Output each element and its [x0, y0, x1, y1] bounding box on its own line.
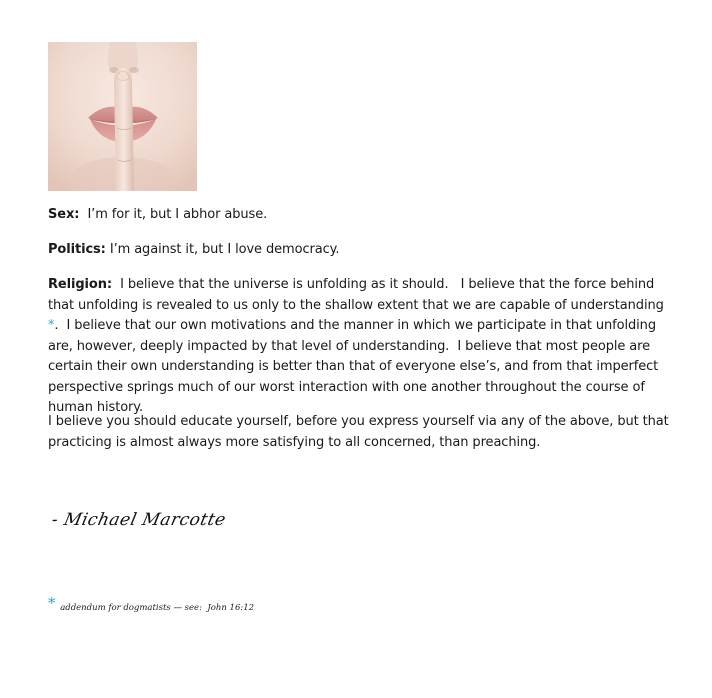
sex-label: Sex: [48, 207, 80, 222]
politics-paragraph [48, 240, 670, 261]
religion-label: Religion: [48, 277, 112, 292]
signature: - Michael Marcotte [49, 510, 228, 530]
closing-paragraph [48, 412, 670, 453]
religion-text-part-2: . I believe that our own motivations and the manner in which we participate in that unfolding are, however, deeply impacted by that level of understanding. I believe that most people are certain their own understanding is better than that of everyone else’s, and from that imperfect perspective springs much of our worst interaction with one another throughout the course of human history. [48, 318, 663, 415]
closing-text: I believe you should educate yourself, before you express yourself via any of the above, but that practicing is almost always more satisfying to all concerned, than preaching. [48, 414, 669, 450]
sex-paragraph [48, 205, 670, 226]
religion-footnote-asterisk: * [48, 318, 55, 333]
footnote [48, 594, 254, 613]
sex-text: I’m for it, but I abhor abuse. [79, 207, 268, 222]
religion-text-part-1: I believe that the universe is unfolding as it should. I believe that the force behind that unfolding is revealed to us only to the shallow extent that we are capable of understanding [48, 277, 668, 313]
footnote-text: addendum for dogmatists — see: John 16:12 [57, 603, 255, 613]
politics-label: Politics: [48, 242, 106, 257]
footnote-asterisk: * [48, 594, 56, 612]
politics-text: I’m against it, but I love democracy. [105, 242, 340, 257]
finger-on-lips-photo [48, 42, 197, 191]
finger-on-lips-icon [48, 42, 197, 191]
religion-paragraph [48, 275, 670, 419]
